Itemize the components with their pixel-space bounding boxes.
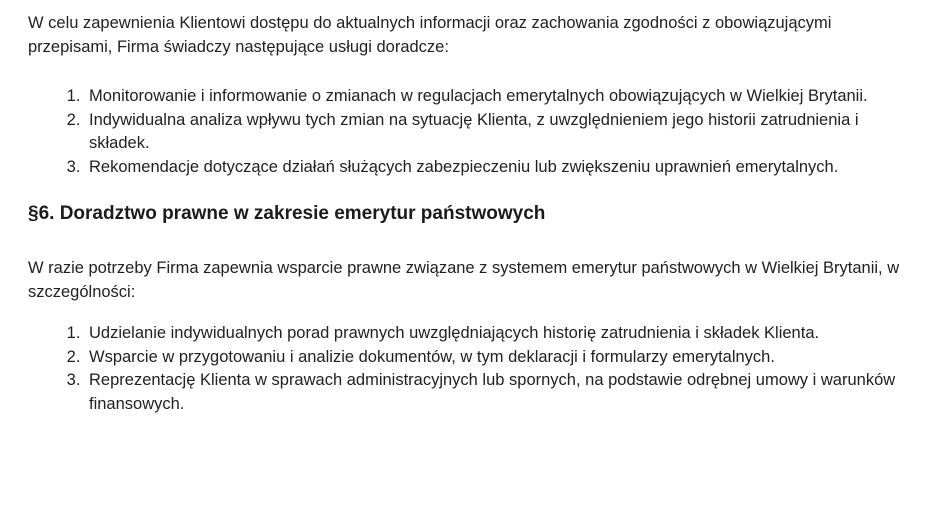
legal-list-item-2: 2. Wsparcie w przygotowaniu i analizie dokumentów, w tym deklaracji i formularzy emerytalnych. [85, 346, 900, 370]
intro-paragraph: W celu zapewnienia Klientowi dostępu do aktualnych informacji oraz zachowania zgodności z obowiązującymi przepisami, Firma świadczy następujące usługi doradcze: [28, 14, 832, 56]
advisory-services-list [28, 85, 900, 179]
advisory-list-item-3: 3. Rekomendacje dotyczące działań służących zabezpieczeniu lub zwiększeniu uprawnień emerytalnych. [85, 156, 900, 180]
legal-list-item-3: 3. Reprezentację Klienta w sprawach administracyjnych lub spornych, na podstawie odrębnej umowy i warunków finansowych. [85, 369, 900, 416]
section-heading: §6. Doradztwo prawne w zakresie emerytur państwowych [28, 203, 546, 224]
advisory-list-item-2: 2. Indywidualna analiza wpływu tych zmian na sytuację Klienta, z uwzględnieniem jego historii zatrudnienia i składek. [85, 109, 900, 156]
legal-list-item-1: 1. Udzielanie indywidualnych porad prawnych uwzględniających historię zatrudnienia i składek Klienta. [85, 322, 900, 346]
legal-services-list [28, 322, 900, 416]
advisory-list-item-1: 1. Monitorowanie i informowanie o zmianach w regulacjach emerytalnych obowiązujących w Wielkiej Brytanii. [85, 85, 900, 109]
legal-paragraph: W razie potrzeby Firma zapewnia wsparcie prawne związane z systemem emerytur państwowych w Wielkiej Brytanii, w szczególności: [28, 259, 900, 301]
